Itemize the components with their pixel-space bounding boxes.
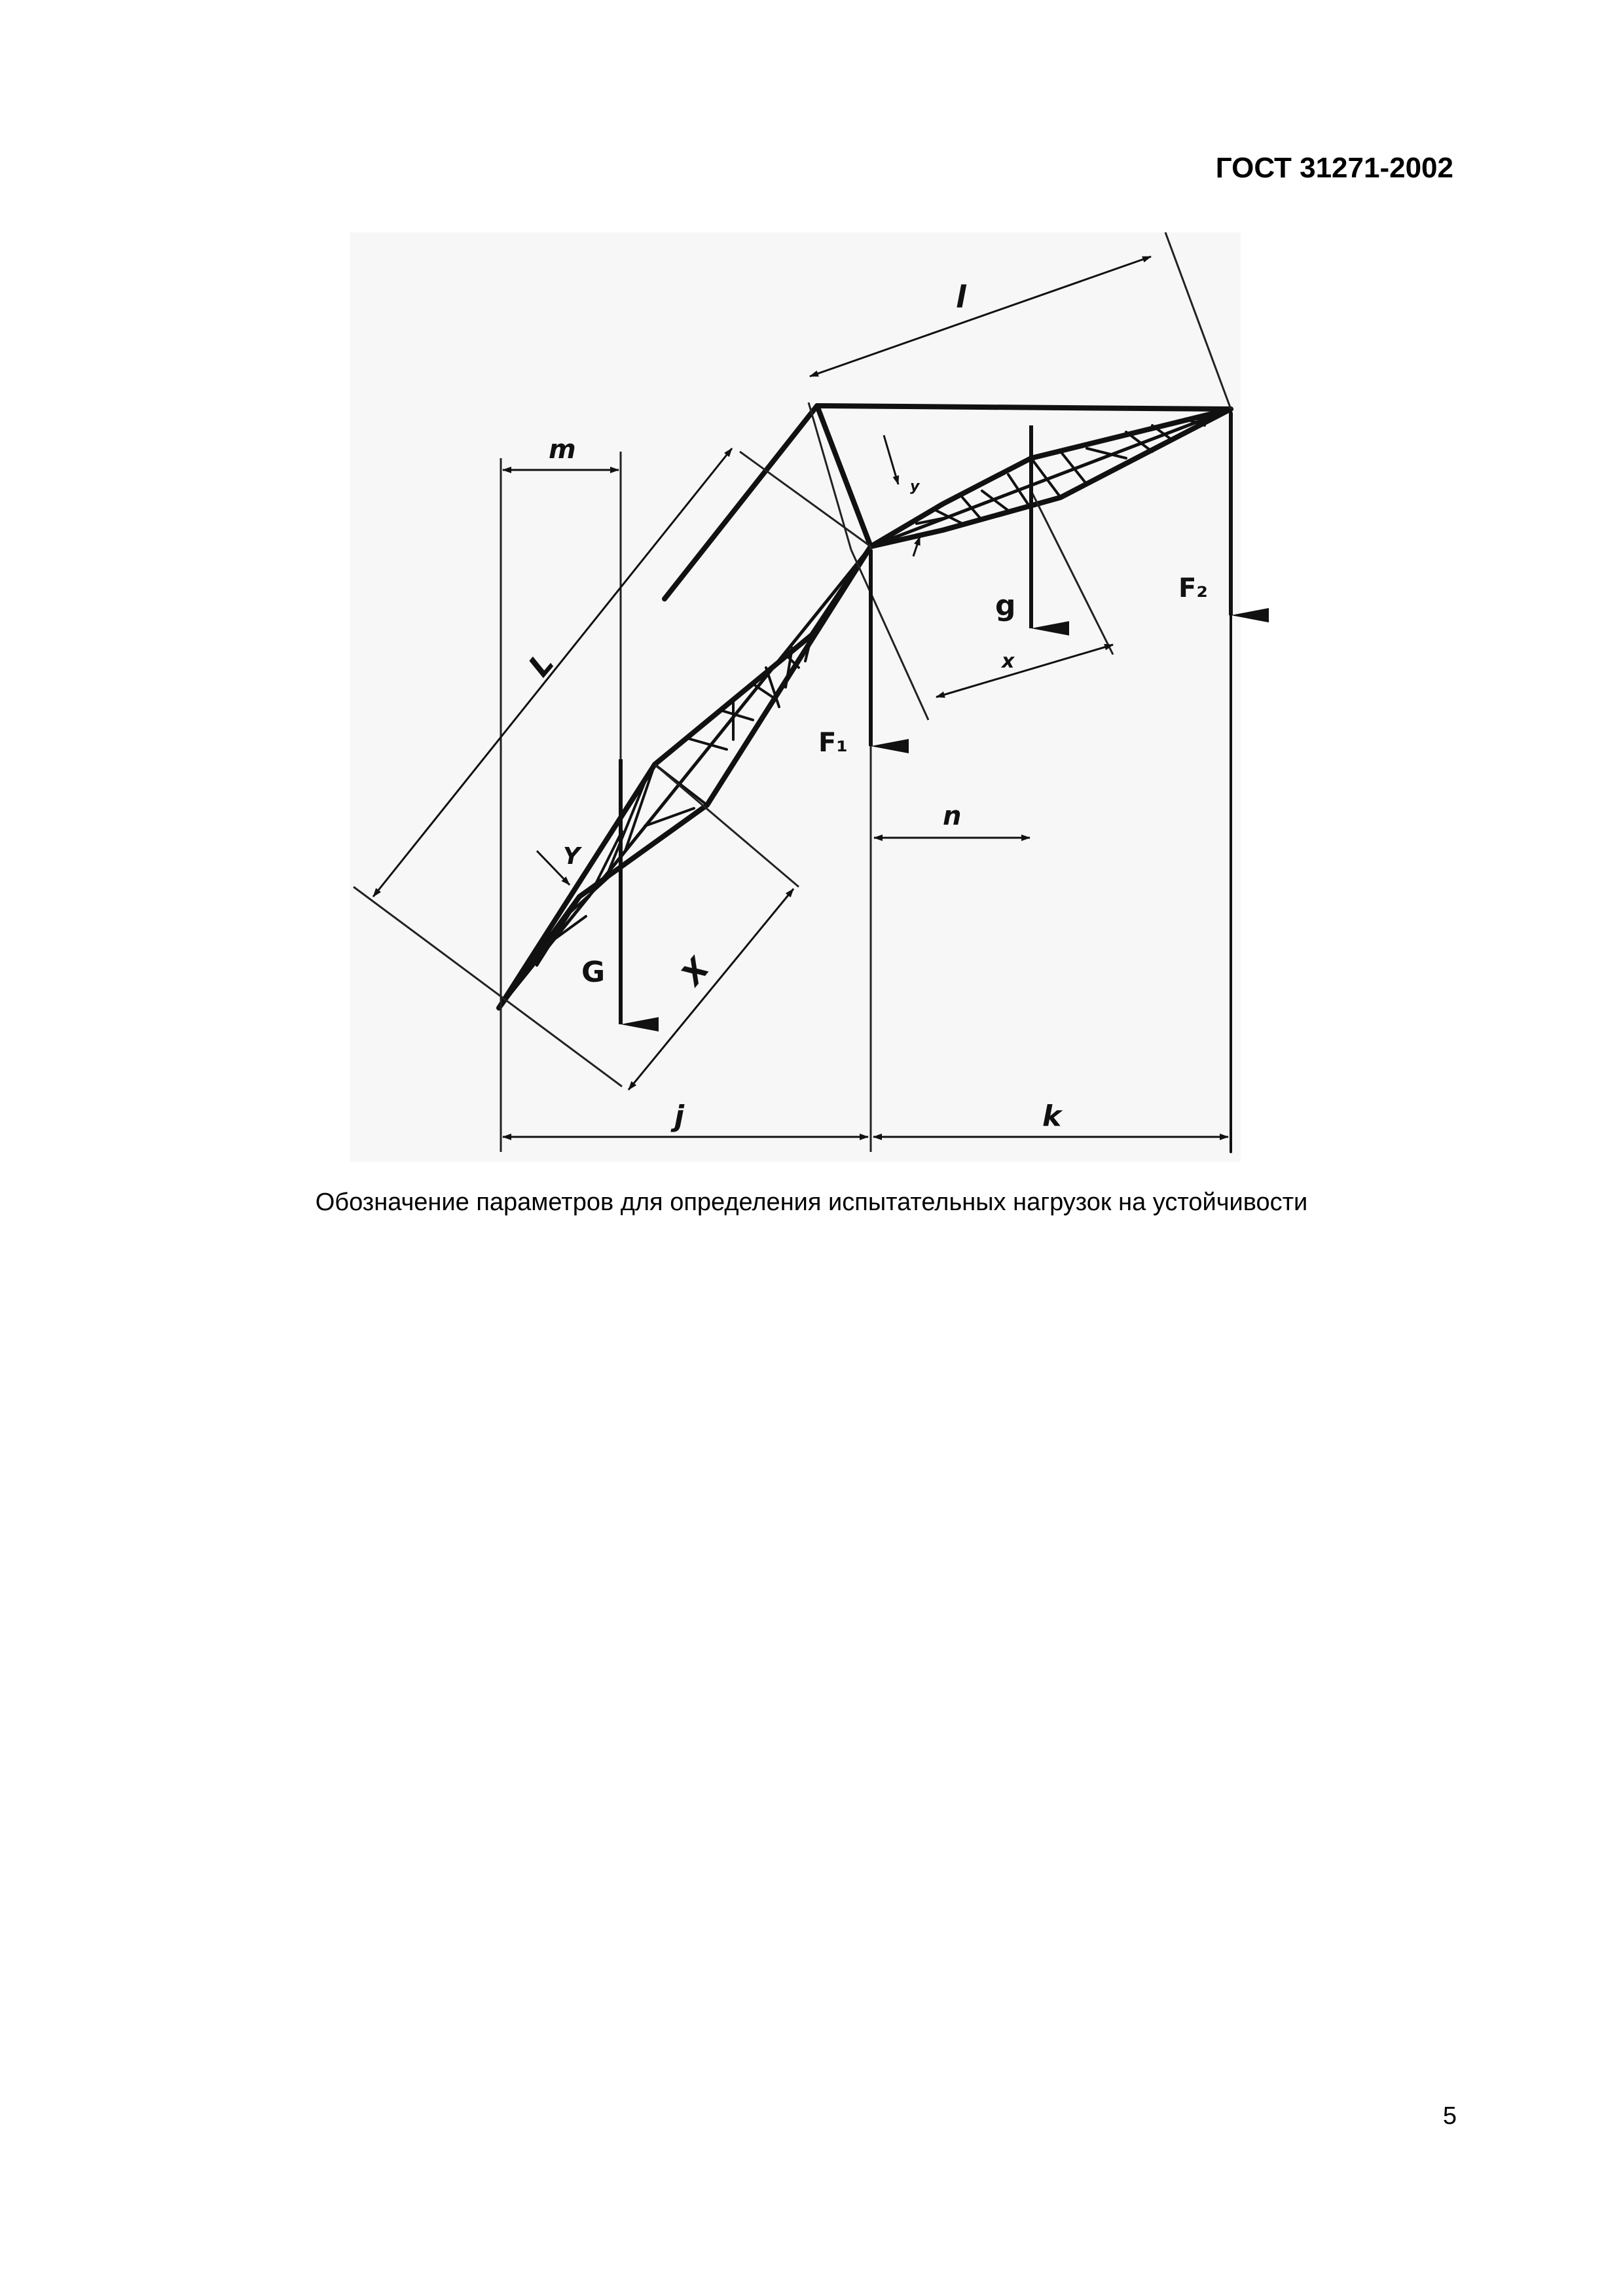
label-L: L bbox=[521, 645, 561, 683]
label-Y: Y bbox=[563, 843, 581, 870]
label-F2: F₂ bbox=[1178, 573, 1208, 603]
label-m: m bbox=[549, 435, 576, 465]
label-n: n bbox=[943, 801, 962, 831]
label-l-upper: l bbox=[956, 279, 966, 315]
label-x: x bbox=[1002, 650, 1015, 673]
label-j: j bbox=[674, 1100, 685, 1133]
construction-lines bbox=[354, 232, 1231, 1152]
page-number: 5 bbox=[1442, 2102, 1457, 2130]
dim-x bbox=[936, 645, 1113, 697]
lower-boom bbox=[499, 547, 871, 1008]
label-G: G bbox=[581, 956, 606, 989]
standard-code: ГОСТ 31271-2002 bbox=[1215, 152, 1453, 184]
dim-X bbox=[629, 889, 793, 1090]
dim-l-upper bbox=[810, 257, 1151, 376]
label-X: X bbox=[674, 951, 716, 992]
label-y: y bbox=[910, 478, 920, 495]
label-F1: F₁ bbox=[818, 728, 848, 758]
label-k: k bbox=[1042, 1100, 1062, 1133]
dim-y bbox=[884, 435, 898, 484]
upper-jib bbox=[871, 409, 1231, 547]
figure-caption: Обозначение параметров для определения испытательных нагрузок на устойчивости bbox=[315, 1189, 1308, 1216]
label-g: g bbox=[995, 589, 1016, 622]
